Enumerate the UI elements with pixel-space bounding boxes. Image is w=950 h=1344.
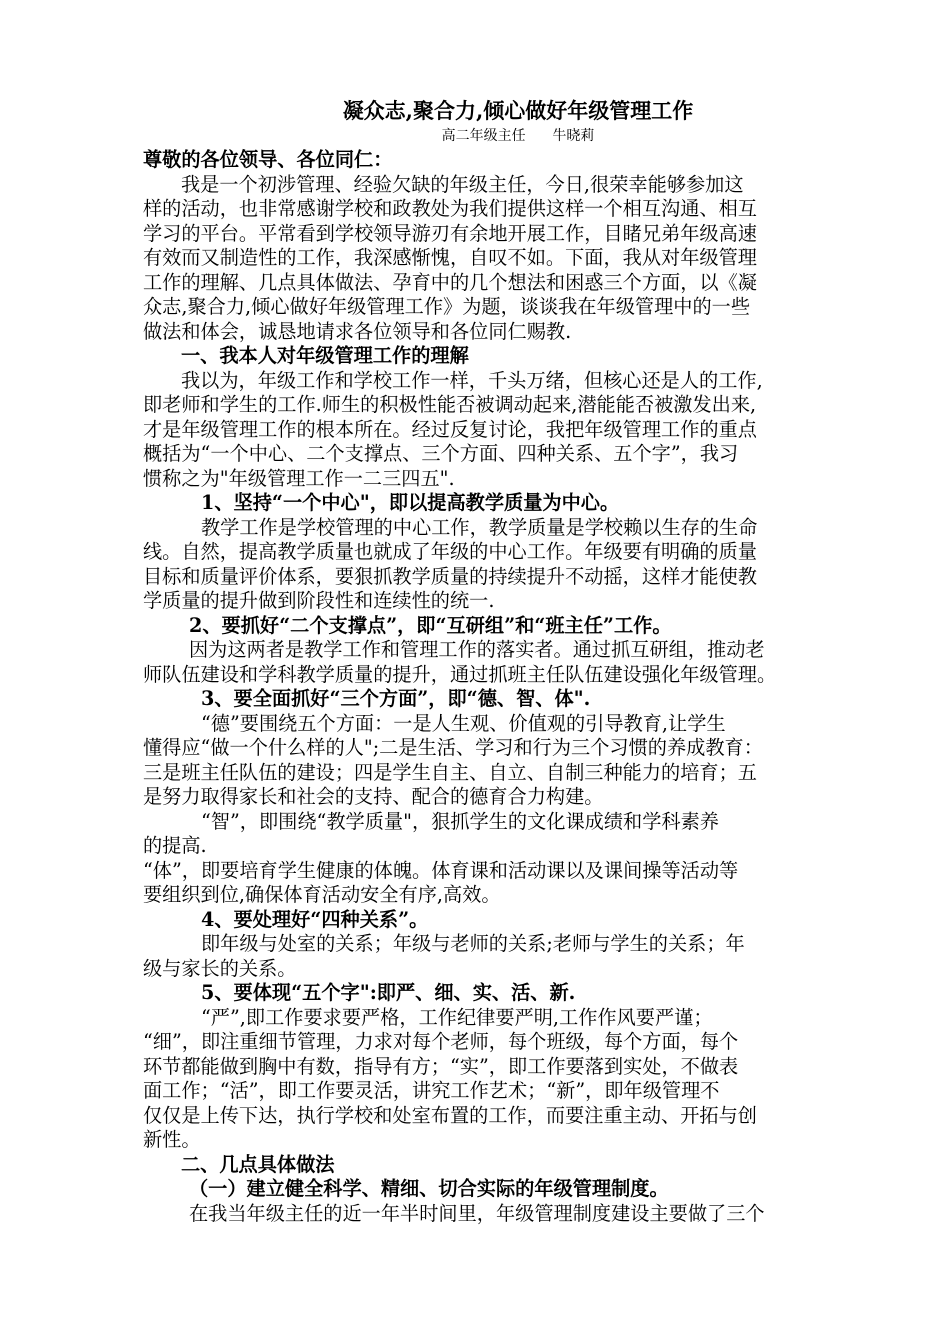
paragraph-line: 懂得应“做一个什么样的人";二是生活、学习和行为三个习惯的养成教育： [143,736,763,759]
paragraph-line: 即老师和学生的工作.师生的积极性能否被调动起来,潜能能否被激发出来, [143,393,757,416]
paragraph-line: 概括为“一个中心、二个支撑点、三个方面、四种关系、五个字”，我习 [143,442,739,465]
paragraph-line: 是努力取得家长和社会的支持、配合的德育合力构建。 [143,785,604,808]
paragraph-line: 教学工作是学校管理的中心工作，教学质量是学校赖以生存的生命 [201,515,758,539]
point-heading: 5、要体现“五个字":即严、细、实、活、新. [201,981,576,1004]
document-page [143,96,871,1226]
paragraph-line: 师队伍建设和学科教学质量的提升，通过抓班主任队伍建设强化年级管理。 [143,662,777,686]
document-title: 凝众志,聚合力,倾心做好年级管理工作 [342,98,694,123]
section-heading: 二、几点具体做法 [181,1152,335,1176]
point-heading: 3、要全面抓好“三个方面”，即“德、智、体". [201,687,591,710]
paragraph-line: 我以为，年级工作和学校工作一样，千头万绪，但核心还是人的工作, [181,368,763,392]
paragraph-line: 的提高. [143,834,207,857]
paragraph-line: 在我当年级主任的近一年半时间里，年级管理制度建设主要做了三个 [189,1201,765,1225]
point-heading: 1、坚持“一个中心"，即以提高教学质量为中心。 [201,491,620,514]
paragraph-line: 目标和质量评价体系，要狠抓教学质量的持续提升不动摇，这样才能使教 [143,564,757,588]
paragraph-line: 众志,聚合力,倾心做好年级管理工作》为题，谈谈我在年级管理中的一些 [143,295,751,318]
paragraph-line: 即年级与处室的关系；年级与老师的关系;老师与学生的关系；年 [201,932,745,955]
paragraph-line: 环节都能做到胸中有数，指导有方；“实”，即工作要落到实处，不做表 [143,1054,739,1078]
subsection-heading: （一）建立健全科学、精细、切合实际的年级管理制度。 [189,1177,669,1200]
paragraph-line: “细”，即注重细节管理，力求对每个老师，每个班级，每个方面，每个 [143,1030,739,1053]
paragraph-line: 线。自然，提高教学质量也就成了年级的中心工作。年级要有明确的质量 [143,540,757,563]
paragraph-line: 学质量的提升做到阶段性和连续性的统一. [143,589,495,612]
paragraph-line: 工作的理解、几点具体做法、孕育中的几个想法和困惑三个方面，以《凝 [143,270,757,294]
paragraph-line: 做法和体会，诚恳地请求各位领导和各位同仁赐教. [143,319,572,343]
paragraph-line: 级与家长的关系。 [143,956,297,980]
paragraph-line: 因为这两者是教学工作和管理工作的落实者。通过抓互研组，推动老 [189,638,765,661]
paragraph-line: “严”,即工作要求要严格，工作纪律要严明,工作作风要严谨； [201,1005,713,1029]
paragraph-line: “智”，即围绕“教学质量"，狠抓学生的文化课成绩和学科素养 [201,809,719,833]
paragraph-line: 仅仅是上传下达，执行学校和处室布置的工作，而要注重主动、开拓与创 [143,1103,757,1127]
paragraph-line: 学习的平台。平常看到学校领导游刃有余地开展工作，目睹兄弟年级高速 [143,221,757,245]
point-heading: 2、要抓好“二个支撑点”，即“互研组”和“班主任”工作。 [189,613,672,637]
paragraph-line: 要组织到位,确保体育活动安全有序,高效。 [143,883,501,906]
paragraph-line: 惯称之为"年级管理工作一二三四五". [143,466,455,490]
point-heading: 4、要处理好“四种关系”。 [201,907,429,931]
author-line: 高二年级主任 牛晓莉 [441,128,595,144]
paragraph-line: “德”要围绕五个方面：一是人生观、价值观的引导教育,让学生 [201,711,726,735]
paragraph-line: 有效而又制造性的工作，我深感惭愧，自叹不如。下面，我从对年级管理 [143,246,757,269]
section-heading: 一、我本人对年级管理工作的理解 [181,344,469,367]
salutation: 尊敬的各位领导、各位同仁： [143,148,393,171]
paragraph-line: 才是年级管理工作的根本所在。经过反复讨论，我把年级管理工作的重点 [143,417,757,441]
paragraph-line: 三是班主任队伍的建设；四是学生自主、自立、自制三种能力的培育；五 [143,760,757,784]
paragraph-line: “体”，即要培育学生健康的体魄。体育课和活动课以及课间操等活动等 [143,858,739,882]
paragraph-line: 样的活动，也非常感谢学校和政教处为我们提供这样一个相互沟通、相互 [143,197,757,220]
paragraph-line: 面工作；“活”，即工作要灵活，讲究工作艺术；“新”，即年级管理不 [143,1079,720,1102]
paragraph-line: 新性。 [143,1128,201,1151]
paragraph-line: 我是一个初涉管理、经验欠缺的年级主任，今日,很荣幸能够参加这 [181,172,744,196]
